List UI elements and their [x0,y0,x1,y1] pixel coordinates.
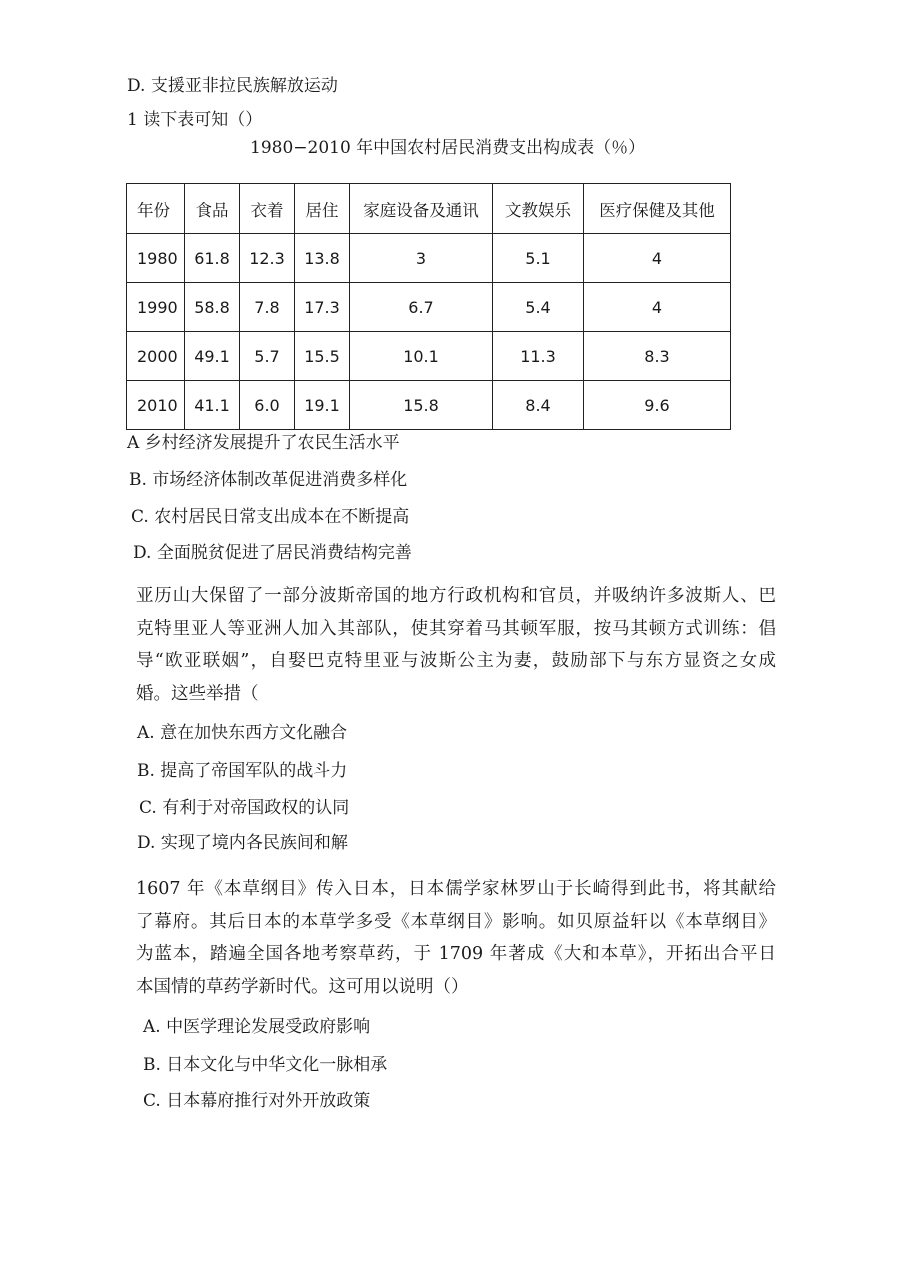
table-cell: 8.3 [584,332,731,381]
table-cell: 5.4 [493,283,584,332]
table-cell: 4 [584,283,731,332]
table-cell: 1990 [127,283,185,332]
question-1-stem: 1 读下表可知（） [127,110,263,130]
question-3-stem [136,873,776,1003]
header-education-entertainment: 文教娱乐 [493,184,584,234]
question-2-stem [136,580,776,710]
table-cell: 15.8 [350,381,493,430]
table-cell: 49.1 [185,332,240,381]
header-housing: 居住 [295,184,350,234]
table-row [127,234,731,283]
question-3-stem-line: 本国情的草药学新时代。这可用以说明（） [136,976,469,997]
table-cell: 15.5 [295,332,350,381]
table-row [127,283,731,332]
question-3-option-b: B. 日本文化与中华文化一脉相承 [143,1055,388,1075]
table-cell: 5.7 [240,332,295,381]
table-cell: 9.6 [584,381,731,430]
table-cell: 13.8 [295,234,350,283]
table-header-row [127,184,731,234]
table-cell: 19.1 [295,381,350,430]
question-2-stem-line: 婚。这些举措（ [136,683,259,704]
header-medical-other: 医疗保健及其他 [584,184,731,234]
table-cell: 5.1 [493,234,584,283]
table-cell: 2000 [127,332,185,381]
question-3-stem-line: 了幕府。其后日本的本草学多受《本草纲目》影响。如贝原益轩以《本草纲目》 [136,911,776,932]
table-cell: 4 [584,234,731,283]
table-cell: 41.1 [185,381,240,430]
table-row [127,332,731,381]
table-cell: 61.8 [185,234,240,283]
header-food: 食品 [185,184,240,234]
table-cell: 6.0 [240,381,295,430]
table-cell: 10.1 [350,332,493,381]
question-1-option-c: C. 农村居民日常支出成本在不断提高 [131,507,410,527]
header-year: 年份 [127,184,185,234]
header-household-equipment: 家庭设备及通讯 [350,184,493,234]
prev-question-option-d: D. 支援亚非拉民族解放运动 [127,76,338,96]
question-3-stem-line: 为蓝本，踏遍全国各地考察草药，于 1709 年著成《大和本草》，开拓出合平日 [136,944,776,964]
question-2-stem-line: 导“欧亚联姻”，自娶巴克特里亚与波斯公主为妻，鼓励部下与东方显资之女成 [136,651,776,671]
table-cell: 11.3 [493,332,584,381]
table-cell: 8.4 [493,381,584,430]
table-cell: 3 [350,234,493,283]
question-2-option-a: A. 意在加快东西方文化融合 [137,723,348,743]
table-cell: 6.7 [350,283,493,332]
question-2-option-c: C. 有利于对帝国政权的认同 [139,798,350,818]
table-cell: 1980 [127,234,185,283]
question-2-stem-line: 亚历山大保留了一部分波斯帝国的地方行政机构和官员，并吸纳许多波斯人、巴 [136,586,776,606]
table-cell: 17.3 [295,283,350,332]
question-3-option-a: A. 中医学理论发展受政府影响 [143,1017,371,1037]
consumption-table [126,183,731,430]
question-1-option-b: B. 市场经济体制改革促进消费多样化 [129,470,408,490]
table-row [127,381,731,430]
header-clothing: 衣着 [240,184,295,234]
question-2-option-b: B. 提高了帝国军队的战斗力 [137,761,348,781]
question-3-option-c: C. 日本幕府推行对外开放政策 [143,1091,371,1111]
table-cell: 58.8 [185,283,240,332]
question-2-option-d: D. 实现了境内各民族间和解 [137,833,348,853]
question-2-stem-line: 克特里亚人等亚洲人加入其部队，使其穿着马其顿军服，按马其顿方式训练：倡 [136,618,776,639]
table-cell: 12.3 [240,234,295,283]
question-1-option-a: A 乡村经济发展提升了农民生活水平 [127,433,400,453]
question-3-stem-line: 1607 年《本草纲目》传入日本，日本儒学家林罗山于长崎得到此书，将其献给 [136,879,776,899]
table-caption: 1980−2010 年中国农村居民消费支出构成表（％） [250,138,646,158]
table-cell: 7.8 [240,283,295,332]
table-cell: 2010 [127,381,185,430]
question-1-option-d: D. 全面脱贫促进了居民消费结构完善 [133,543,412,563]
